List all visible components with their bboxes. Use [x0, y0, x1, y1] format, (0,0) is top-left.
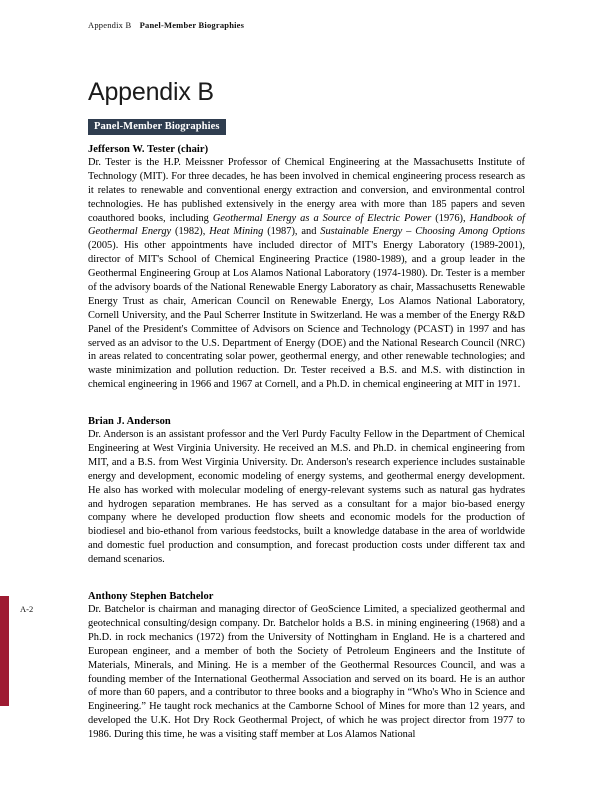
page-edge-tab — [0, 596, 9, 706]
bio-entry-anderson — [88, 416, 525, 567]
page-content — [88, 78, 525, 756]
running-header-appendix: Appendix B — [88, 20, 132, 30]
bio-name: Jefferson W. Tester (chair) — [88, 144, 209, 155]
bio-spacer — [88, 581, 525, 591]
bio-name: Brian J. Anderson — [88, 416, 171, 428]
bio-entry-batchelor — [88, 591, 525, 742]
page-title: Appendix B — [88, 78, 214, 106]
page-folio: A-2 — [20, 604, 34, 614]
running-header-title: Panel-Member Biographies — [139, 20, 245, 30]
bio-spacer — [88, 406, 525, 416]
bio-entry-tester — [88, 144, 525, 392]
bio-paragraph: Dr. Anderson is an assistant professor and the Verl Purdy Faculty Fellow in the Department of Chemical Engineering at West Virginia University. He received an M.S. and Ph.D. in chemical engineering from MIT, and a B.S. from West Virginia University. Dr. Anderson's research experience includes sustainable energy and development, economic modeling of energy systems, and geothermal energy development. He also has worked with molecular modeling of energy-relevant systems such as natural gas hydrates and hydrogen separation membranes. He has served as a consultant for a major bio-based energy company where he developed production flow sheets and economic models for the production of biodiesel and bio-ethanol from various feedstocks, built a knowledge database in the area of worldwide and domestic fuel production and consumption, and forecast production costs under different tax and demand scenarios. — [88, 429, 525, 566]
bio-paragraph: Dr. Tester is the H.P. Meissner Professor of Chemical Engineering at the Massachusetts Institute of Technology (MIT). For three decades, he has been involved in chemical engineering process research as it relates to renewable and conventional energy extraction and conversion, and environmental control technologies. He has published extensively in the energy area with more than 185 papers and seven coauthored books, including Geothermal Energy as a Source of Electric Power (1976), Handbook of Geothermal Energy (1982), Heat Mining (1987), and Sustainable Energy – Choosing Among Options (2005). His other appointments have included director of MIT's Energy Laboratory (1989-2001), director of MIT's School of Chemical Engineering Practice (1980-1989), and a group leader in the Geothermal Engineering Group at Los Alamos National Laboratory (1974-1980). Dr. Tester is a member of the advisory boards of the National Renewable Energy Laboratory as chair, Massachusetts Renewable Energy Trust as chair, American Council on Renewable Energy, Los Alamos National Laboratory, Cornell University, and the Paul Scherrer Institute in Switzerland. He was a member of the Energy R&D Panel of the President's Committee of Advisors on Science and Technology (PCAST) in 1997 and has served as an advisor to the U.S. Department of Energy (DOE) and the National Research Council (NRC) in areas related to concentrating solar power, geothermal energy, and other renewable technologies; and waste minimization and pollution reduction. Dr. Tester received a B.S. and M.S. with distinction in chemical engineering in 1966 and 1967 at Cornell, and a Ph.D. in chemical engineering at MIT in 1971. — [88, 157, 526, 391]
section-band-label: Panel-Member Biographies — [88, 119, 226, 135]
bio-name: Anthony Stephen Batchelor — [88, 591, 214, 603]
bio-paragraph: Dr. Batchelor is chairman and managing director of GeoScience Limited, a specialized geothermal and geotechnical consulting/design company. Dr. Batchelor holds a B.S. in mining engineering (1968) and a Ph.D. in rock mechanics (1972) from the University of Nottingham in England. He is a chartered and European engineer, and a member of both the Society of Petroleum Engineers and the Institute of Materials, Minerals, and Mining. He is a member of the Geothermal Resources Council, and was a founding member of the International Geothermal Association and served on its board. He is an author of more than 60 papers, and a contributor to three books and a biography in “Who's Who in Science and Engineering.” He taught rock mechanics at the Camborne School of Mines for more than 12 years, and developed the U.K. Hot Dry Rock Geothermal Project, of which he was project director from 1977 to 1986. During this time, he was a visiting staff member at Los Alamos National — [88, 604, 525, 741]
running-header — [88, 20, 244, 30]
